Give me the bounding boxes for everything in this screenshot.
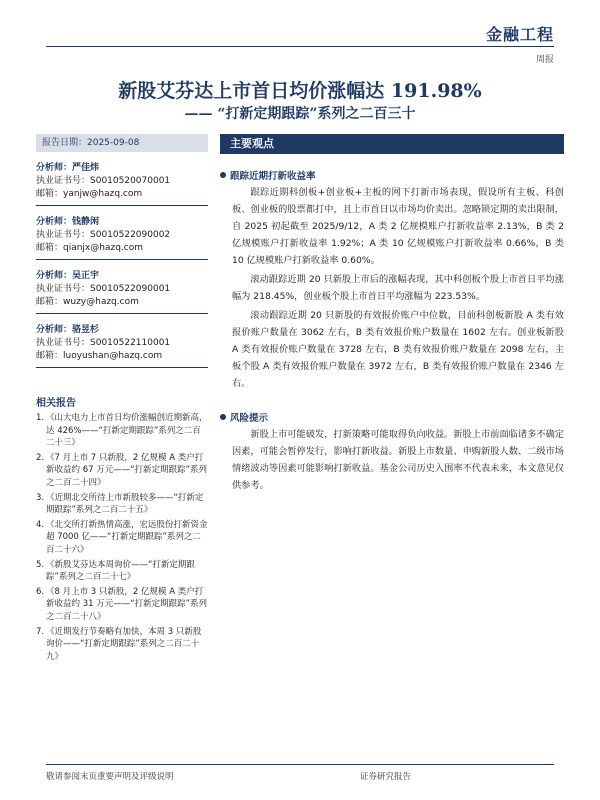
analyst-email[interactable]: 邮箱：luoyushan@hazq.com: [36, 351, 163, 361]
heading-text: 风险提示: [230, 413, 269, 424]
related-report-item[interactable]: [36, 452, 208, 490]
paragraph: 滚动跟踪近期 20 只新股上市后的涨幅表现，其中科创板个股上市首日平均涨幅为 218.45%，创业板个股上市首日平均涨幅为 223.53%。: [232, 274, 564, 302]
analyst-name: 分析师：严佳炜: [36, 163, 100, 173]
related-report-item[interactable]: [36, 412, 208, 450]
divider: [36, 313, 208, 314]
heading-text: 跟踪近期打新收益率: [230, 171, 316, 182]
report-date: 报告日期：2025-09-08: [36, 134, 208, 152]
item-text: 《近期发行节奏略有加快，本周 3 只新股询价——“打新定期跟踪”系列之二百二十九》: [46, 626, 202, 662]
footer-label: 证券研究报告: [360, 772, 412, 782]
footer-divider: [46, 764, 554, 765]
related-reports-title: 相关报告: [36, 398, 76, 409]
analyst-cert: 执业证书号：S0010522110001: [36, 338, 171, 348]
analyst-card: [36, 268, 208, 314]
page-title: 新股艾芬达上市首日均价涨幅达 191.98%: [118, 80, 482, 102]
item-text: 《山大电力上市首日均价涨幅创近期新高，达 426%——“打新定期跟踪”系列之二百二十三》: [46, 413, 208, 449]
related-report-item[interactable]: [36, 559, 208, 584]
section-heading-returns: [220, 168, 564, 182]
divider: [36, 259, 208, 260]
item-number: 4.: [36, 519, 45, 530]
item-text: 《北交所打新热情高涨，宏远股份打新资金超 7000 亿——“打新定期跟踪”系列之二百二十六》: [46, 519, 208, 555]
analyst-email[interactable]: 邮箱：wuzy@hazq.com: [36, 297, 139, 307]
item-number: 5.: [36, 559, 45, 570]
header-divider: [46, 46, 554, 47]
analyst-cert: 执业证书号：S0010522090002: [36, 230, 171, 240]
analyst-email[interactable]: 邮箱：yanjw@hazq.com: [36, 189, 143, 199]
analyst-cert: 执业证书号：S0010520070001: [36, 176, 171, 186]
brand-label: 金融工程: [485, 25, 554, 44]
analyst-name: 分析师：钱静闲: [36, 217, 100, 227]
divider: [36, 367, 208, 368]
analyst-card: [36, 160, 208, 206]
section-title-bar: 主要观点: [220, 134, 564, 154]
item-text: 《新股艾芬达本周询价——“打新定期跟踪”系列之二百二十七》: [46, 559, 195, 583]
related-report-item[interactable]: [36, 519, 208, 557]
item-text: 《近期北交所待上市新股较多——“打新定期跟踪”系列之二百二十五》: [46, 492, 204, 516]
bullet-icon: [220, 172, 226, 178]
item-number: 3.: [36, 492, 45, 503]
footer-disclaimer[interactable]: 敬请参阅末页重要声明及评级说明: [46, 772, 174, 782]
item-number: 2.: [36, 452, 45, 463]
item-number: 7.: [36, 626, 45, 637]
analyst-name: 分析师：骆昱杉: [36, 325, 100, 335]
related-report-item[interactable]: [36, 626, 208, 664]
analyst-email[interactable]: 邮箱：qianjx@hazq.com: [36, 243, 143, 253]
related-report-item[interactable]: [36, 492, 208, 517]
left-sidebar: [36, 134, 208, 665]
analyst-cert: 执业证书号：S0010522090001: [36, 284, 171, 294]
page-subtitle: —— “打新定期跟踪”系列之二百三十: [184, 106, 416, 122]
analyst-card: [36, 214, 208, 260]
bullet-icon: [220, 414, 226, 420]
paragraph: 跟踪近期科创板+创业板+主板的网下打新市场表现，假设所有主板、科创板、创业板的股票都打中，且上市首日以市场均价卖出。忽略锁定期的卖出限制，自 2025 初起截至 2025/9/12，A 类 2 亿规模账户打新收益率 2.13%，B 类 2 亿规模账户打新收益率 1.92%；A 类 10 亿规模账户打新收益率 0.66%，B 类 10 亿规模账户打新收益率 0.60%。: [232, 187, 564, 266]
related-reports-list: [36, 412, 208, 663]
report-type: 周报: [535, 55, 554, 65]
item-number: 1.: [36, 413, 45, 423]
analyst-name: 分析师：吴正宇: [36, 271, 100, 281]
main-content: [220, 134, 564, 494]
item-text: 《7 月上市 7 只新股，2 亿规模 A 类户打新收益约 67 万元——“打新定期跟踪”系列之二百二十四》: [46, 452, 208, 488]
paragraph: 新股上市可能破发，打新策略可能取得负向收益。新股上市前面临诸多不确定因素，可能会暂停发行，影响打新收益。新股上市数量、申购新股人数、二级市场情绪波动等因素可能影响打新收益。基金公司历史入围率不代表未来，本文意见仅供参考。: [232, 429, 564, 491]
section-heading-risk: [220, 410, 564, 424]
related-report-item[interactable]: [36, 586, 208, 624]
item-text: 《8 月上市 3 只新股，2 亿规模 A 类户打新收益约 31 万元——“打新定期跟踪”系列之二百二十八》: [46, 586, 208, 622]
item-number: 6.: [36, 586, 45, 597]
analyst-card: [36, 322, 208, 368]
paragraph: 滚动跟踪近期 20 只新股的有效报价账户中位数，目前科创板新股 A 类有效报价账户数量在 3062 左右，B 类有效报价账户数量在 1602 左右。创业板新股 A 类有效报价账户数量在 3728 左右，B 类有效报价账户数量在 2098 左右，主板个股 A 类有效报价账户数量在 3972 左右，B 类有效报价账户数量在 2346 左右。: [232, 310, 564, 389]
divider: [36, 205, 208, 206]
